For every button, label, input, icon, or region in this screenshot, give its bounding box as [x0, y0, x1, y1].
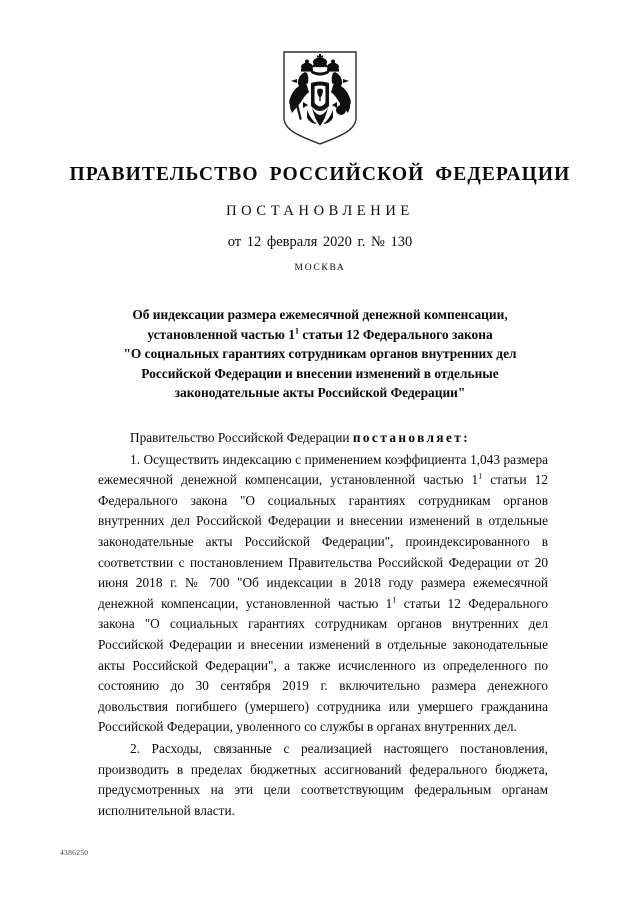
- russian-coat-of-arms-icon: [281, 50, 359, 146]
- body-intro-paragraph: [98, 428, 548, 449]
- footer-document-code: 4386250: [60, 848, 89, 857]
- document-city: МОСКВА: [294, 263, 346, 273]
- title-line-5: законодательные акты Российской Федерации": [174, 385, 466, 401]
- body-paragraph-2: 2. Расходы, связанные с реализацией настоящего постановления, производить в пределах бюджетных ассигнований федерального бюджета, предусмотренных на эти цели соответствующим федеральным органам исполнительной власти.: [98, 740, 548, 818]
- document-body: [98, 428, 548, 821]
- postanovlyaet-emphasis: постановляет:: [352, 430, 471, 445]
- title-line-4: Российской Федерации и внесении изменений в отдельные: [141, 365, 499, 381]
- paragraph-1-part-a: 1. Осуществить индексацию с применением коэффициента 1,043 размера ежемесячной денежной компенсации, установленной частью 1: [98, 451, 548, 488]
- coat-of-arms-container: [0, 50, 640, 146]
- paragraph-1-part-c: статьи 12 Федерального закона "О социальных гарантиях сотрудникам органов внутренних дел Российской Федерации и внесении изменений в отдельные законодательные акты Российской Федерации", а также исчисленного из определенного по состоянию до 30 сентября 2019 г. включительно размера денежного довольствия погибшего (умершего) сотрудника или умершего гражданина Российской Федерации, уволенного со службы в органах внутренних дел.: [98, 595, 548, 735]
- title-line-1: Об индексации размера ежемесячной денежной компенсации,: [132, 307, 508, 322]
- document-date-number: от 12 февраля 2020 г. № 130: [227, 234, 413, 250]
- paragraph-1-superscript-2: 1: [392, 595, 397, 605]
- title-line-2-text: установленной частью 1: [147, 326, 295, 342]
- intro-prefix-text: Правительство Российской Федерации: [130, 430, 353, 445]
- title-line-3: "О социальных гарантиях сотрудникам органов внутренних дел: [123, 346, 517, 362]
- paragraph-1-part-b: статьи 12 Федерального закона "О социальных гарантиях сотрудникам органов внутренних дел Российской Федерации и внесении изменений в отдельные законодательные акты Российской Федерации", проиндексированного в соответствии с постановлением Правительства Российской Федерации от 20 июня 2018 г. № 700 "Об индексации в 2018 году размера ежемесячной денежной компенсации, установленной частью 1: [98, 472, 548, 611]
- title-superscript: 1: [294, 326, 300, 336]
- document-type-heading: ПОСТАНОВЛЕНИЕ: [226, 203, 414, 219]
- paragraph-1-superscript-1: 1: [478, 471, 483, 481]
- organization-title: ПРАВИТЕЛЬСТВО РОССИЙСКОЙ ФЕДЕРАЦИИ: [69, 164, 571, 185]
- document-title: [78, 305, 562, 403]
- title-line-2: [78, 325, 562, 345]
- title-line-2-tail: статьи 12 Федерального закона: [299, 326, 493, 342]
- body-paragraph-1: [98, 450, 548, 738]
